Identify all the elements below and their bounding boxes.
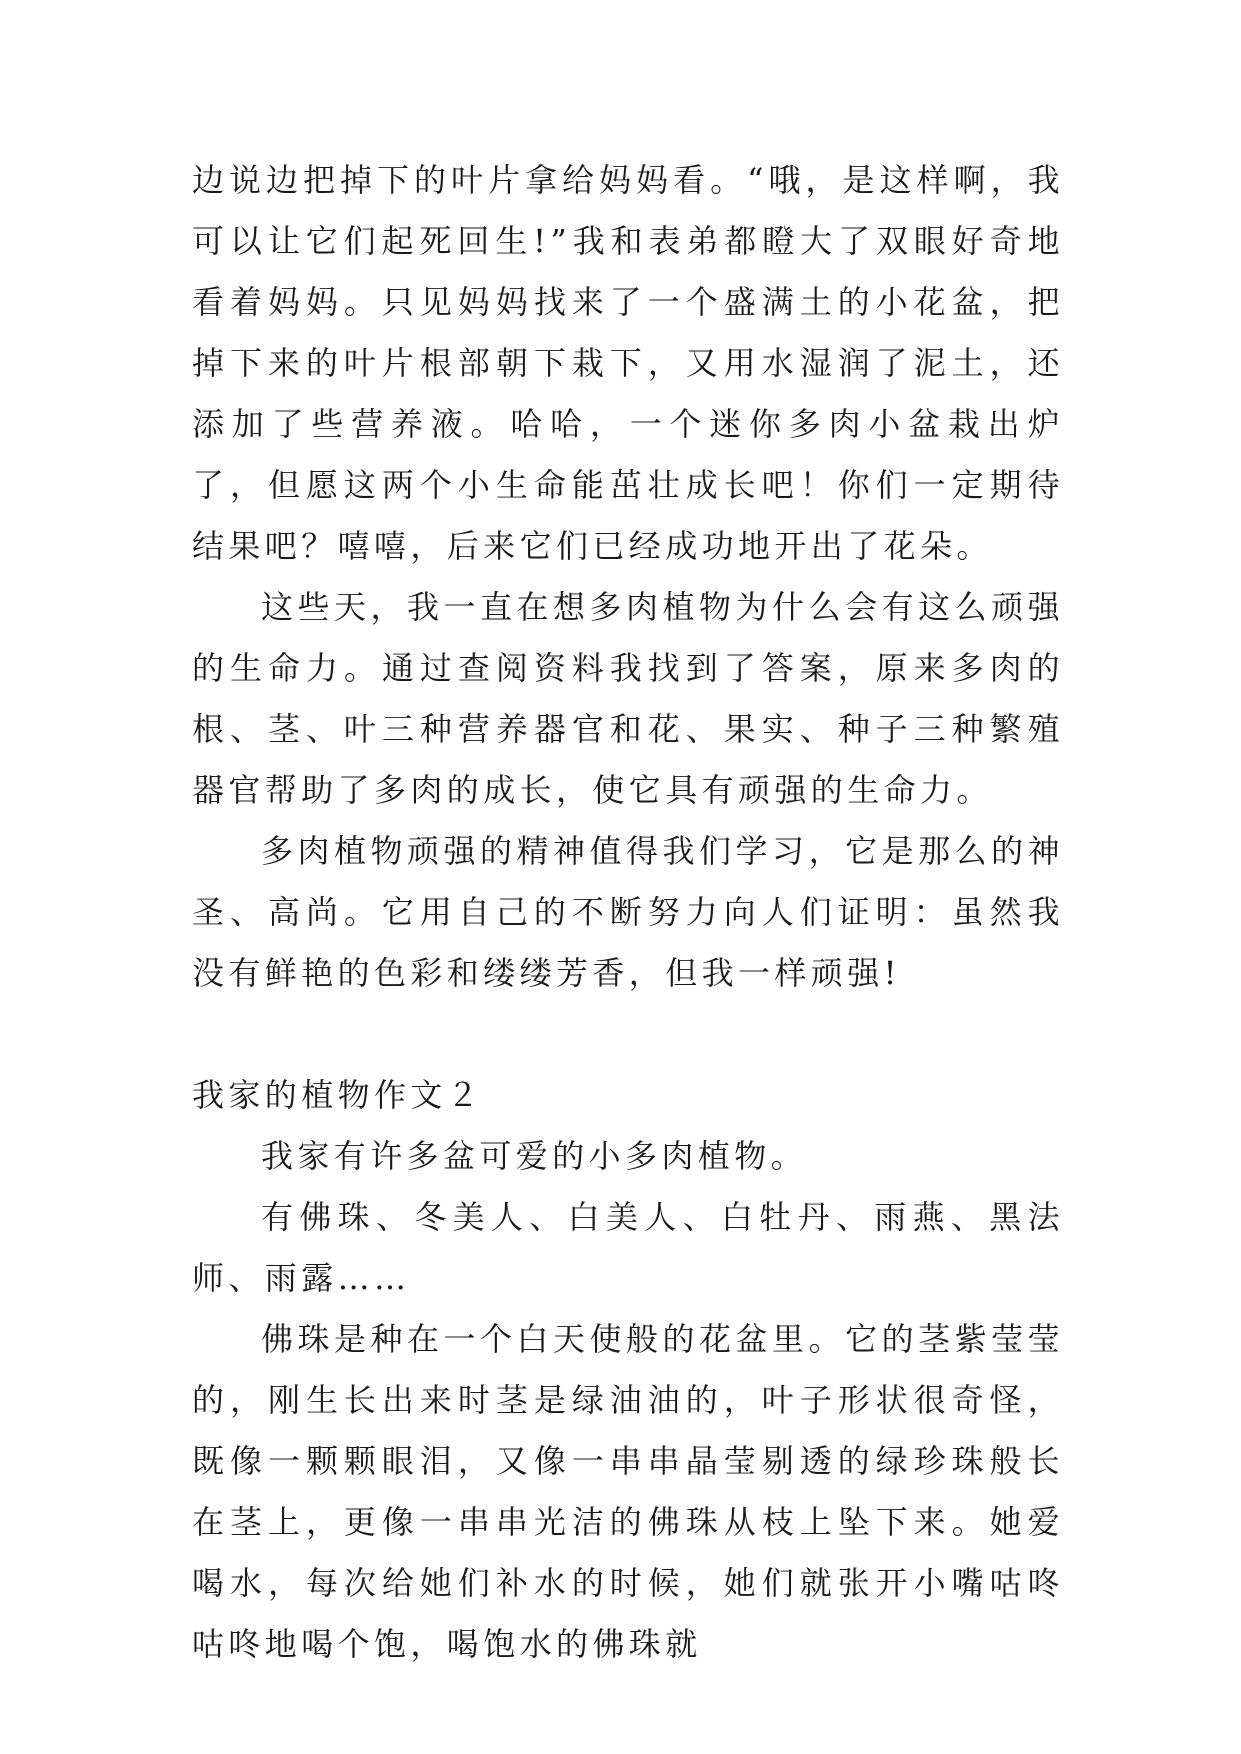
section-spacer (192, 1004, 1064, 1065)
paragraph-intro: 我家有许多盆可爱的小多肉植物。 (261, 1137, 808, 1175)
document-body (192, 150, 1064, 1675)
paragraph-buddha-beads: 佛珠是种在一个白天使般的花盆里。它的茎紫莹莹的，刚生长出来时茎是绿油油的，叶子形状很奇怪，既像一颗颗眼泪，又像一串串晶莹剔透的绿珍珠般长在茎上，更像一串串光洁的佛珠从枝上坠下来。她爱喝水，每次给她们补水的时候，她们就张开小嘴咕咚咕咚地喝个饱，喝饱水的佛珠就 (192, 1320, 1064, 1663)
paragraph-plant-list: 有佛珠、冬美人、白美人、白牡丹、雨燕、黑法师、雨露…… (192, 1198, 1064, 1297)
section-title: 我家的植物作文２ (192, 1076, 484, 1114)
paragraph-conclusion: 多肉植物顽强的精神值得我们学习，它是那么的神圣、高尚。它用自己的不断努力向人们证明：虽然我没有鲜艳的色彩和缕缕芳香，但我一样顽强! (192, 832, 1064, 992)
paragraph-continued: 边说边把掉下的叶片拿给妈妈看。“哦，是这样啊，我可以让它们起死回生!”我和表弟都瞪大了双眼好奇地看着妈妈。只见妈妈找来了一个盛满土的小花盆，把掉下来的叶片根部朝下栽下，又用水湿润了泥土，还添加了些营养液。哈哈，一个迷你多肉小盆栽出炉了，但愿这两个小生命能茁壮成长吧！你们一定期待结果吧？嘻嘻，后来它们已经成功地开出了花朵。 (192, 161, 1064, 565)
paragraph-vitality: 这些天，我一直在想多肉植物为什么会有这么顽强的生命力。通过查阅资料我找到了答案，原来多肉的根、茎、叶三种营养器官和花、果实、种子三种繁殖器官帮助了多肉的成长，使它具有顽强的生命力。 (192, 588, 1064, 809)
